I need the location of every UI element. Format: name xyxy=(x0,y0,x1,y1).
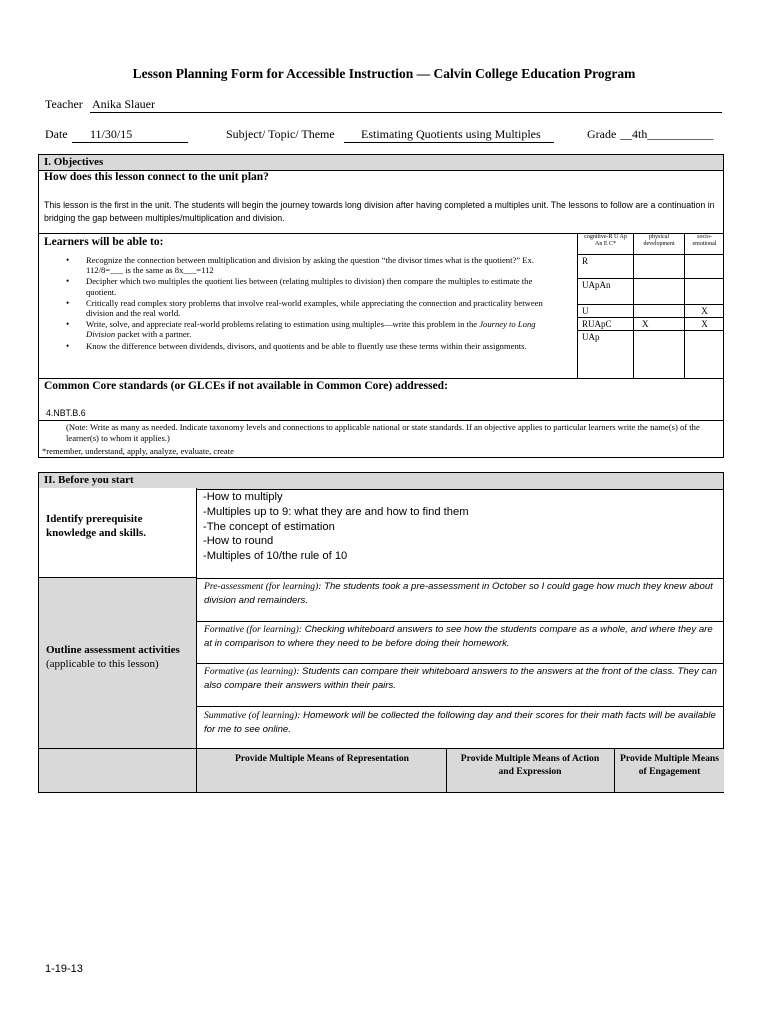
date-underline xyxy=(72,142,188,143)
learners-heading: Learners will be able to: xyxy=(44,236,164,248)
before-start-section-title: II. Before you start xyxy=(39,473,723,490)
objective-item xyxy=(66,319,562,339)
udl-engagement-header: Provide Multiple Means of Engagement xyxy=(620,753,719,777)
divider xyxy=(197,578,724,579)
page-title: Lesson Planning Form for Accessible Instruction — Calvin College Education Program xyxy=(132,66,636,81)
objective-text: Critically read complex story problems that involve real-world examples, while appreciating the connection and practicality between division and the real world. xyxy=(86,297,543,319)
udl-action-header: Provide Multiple Means of Action and Expression xyxy=(460,753,600,777)
subject-label: Subject/ Topic/ Theme xyxy=(226,127,335,141)
grid-cell-socio xyxy=(684,254,724,278)
assessment-label-title: Outline assessment activities xyxy=(46,644,180,656)
assessment-label xyxy=(46,643,194,671)
grid-cell-cognitive: U xyxy=(577,304,633,317)
objective-item xyxy=(66,298,562,318)
grid-cell-socio: X xyxy=(684,317,724,330)
grid-cell-cognitive: R xyxy=(577,254,633,278)
grid-cell-physical xyxy=(633,278,684,304)
teacher-value: Anika Slauer xyxy=(92,97,155,111)
subject-value: Estimating Quotients using Multiples xyxy=(361,127,541,141)
divider xyxy=(446,749,447,792)
grid-cell-cognitive: RUApC xyxy=(577,317,633,330)
grade-label: Grade xyxy=(587,127,617,141)
divider xyxy=(197,663,724,664)
prereq-item: -Multiples of 10/the rule of 10 xyxy=(203,550,348,563)
prereq-label: Identify prerequisite knowledge and skills. xyxy=(46,513,146,539)
objective-text: Recognize the connection between multiplication and division by asking the question “the divisor times what is the quotient?” Ex. 112/8=___ is the same as 8x___=112 xyxy=(86,255,534,276)
assessment-type: Summative (of learning): xyxy=(204,710,301,721)
grid-header-socio: socio-emotional xyxy=(684,233,724,254)
date-value: 11/30/15 xyxy=(90,127,133,141)
packet-title: Journey to Long Division xyxy=(86,319,536,340)
divider xyxy=(38,420,724,421)
divider xyxy=(197,706,724,707)
grid-cell-socio xyxy=(684,330,724,379)
assessment-text: The students took a pre-assessment in October so I could gage how much they knew about division and remainders. xyxy=(204,581,713,606)
objectives-list xyxy=(66,255,562,352)
divider xyxy=(614,749,615,792)
unit-plan-question: How does this lesson connect to the unit plan? xyxy=(44,171,269,183)
assessment-text: Homework will be collected the following day and their scores for their math facts will be available for me to see online. xyxy=(204,710,716,735)
assessment-type: Pre-assessment (for learning): xyxy=(204,581,322,592)
standards-heading: Common Core standards (or GLCEs if not available in Common Core) addressed: xyxy=(44,380,448,392)
udl-representation-header: Provide Multiple Means of Representation xyxy=(235,753,409,764)
assessment-pre xyxy=(204,580,719,607)
subject-underline xyxy=(344,142,554,143)
grid-cell-socio xyxy=(684,278,724,304)
prereq-item: -How to multiply xyxy=(203,491,283,503)
assessment-formative-for xyxy=(204,623,719,650)
grid-header-cognitive: cognitive-R U Ap An E C* xyxy=(577,233,633,254)
prereq-item: -How to round xyxy=(203,535,274,548)
objective-text: Write, solve, and appreciate real-world problems relating to estimation using multiples—write this problem in the xyxy=(86,319,480,330)
grid-cell-physical xyxy=(633,254,684,278)
date-label: Date xyxy=(45,127,68,141)
assessment-formative-as xyxy=(204,665,719,692)
objective-text: Decipher which two multiples the quotient lies between (relating multiples to division) then compare the multiples to estimate the quotient. xyxy=(86,276,533,297)
standard-code: 4.NBT.B.6 xyxy=(46,408,86,418)
objective-item xyxy=(66,341,562,351)
prereq-list xyxy=(203,490,719,564)
grid-header-physical: physical development xyxy=(633,233,684,254)
teacher-underline xyxy=(90,112,722,113)
prereq-item: -The concept of estimation xyxy=(203,520,335,533)
assessment-text: Students can compare their whiteboard answers to the answers at the front of the class. They can also compare their answers within their pairs. xyxy=(204,666,717,691)
objectives-section-title: I. Objectives xyxy=(39,155,723,171)
unit-plan-answer: This lesson is the first in the unit. The students will begin the journey towards long division after having completed a multiples unit. The lessons to follow are a continuation in bridging the gap between multiples/multiplication and division. xyxy=(44,200,715,223)
taxonomy-footnote: *remember, understand, apply, analyze, evaluate, create xyxy=(42,446,234,456)
grid-cell-physical xyxy=(633,304,684,317)
objective-text: packet with a partner. xyxy=(115,329,192,340)
teacher-label: Teacher xyxy=(45,97,83,111)
divider xyxy=(38,378,724,379)
grid-cell-cognitive: UAp xyxy=(577,330,633,379)
form-version: 1-19-13 xyxy=(45,963,83,975)
objective-item xyxy=(66,276,562,296)
divider xyxy=(197,621,724,622)
assessment-type: Formative (as learning): xyxy=(204,666,300,677)
assessment-summative xyxy=(204,709,719,736)
assessment-text: Checking whiteboard answers to see how the students compare as a whole, and where they are at in comparison to where they need to be before doing their homework. xyxy=(204,624,713,649)
objective-item xyxy=(66,255,562,275)
prereq-item: -Multiples up to 9: what they are and how to find them xyxy=(203,505,469,518)
grid-cell-cognitive: UApAn xyxy=(577,278,633,304)
grid-cell-physical: X xyxy=(633,317,684,330)
standards-note: (Note: Write as many as needed. Indicate taxonomy levels and connections to applicable national or state standards. If an objective applies to particular learners write the name(s) of the learner(s) to whom it applies.) xyxy=(66,422,700,443)
assessment-type: Formative (for learning): xyxy=(204,624,303,635)
grid-cell-physical xyxy=(633,330,684,379)
grid-cell-socio: X xyxy=(684,304,724,317)
objective-text: Know the difference between dividends, divisors, and quotients and be able to fluently use these terms within their assignments. xyxy=(86,340,527,351)
grade-value: __4th___________ xyxy=(620,127,714,141)
assessment-label-note: (applicable to this lesson) xyxy=(46,658,159,670)
